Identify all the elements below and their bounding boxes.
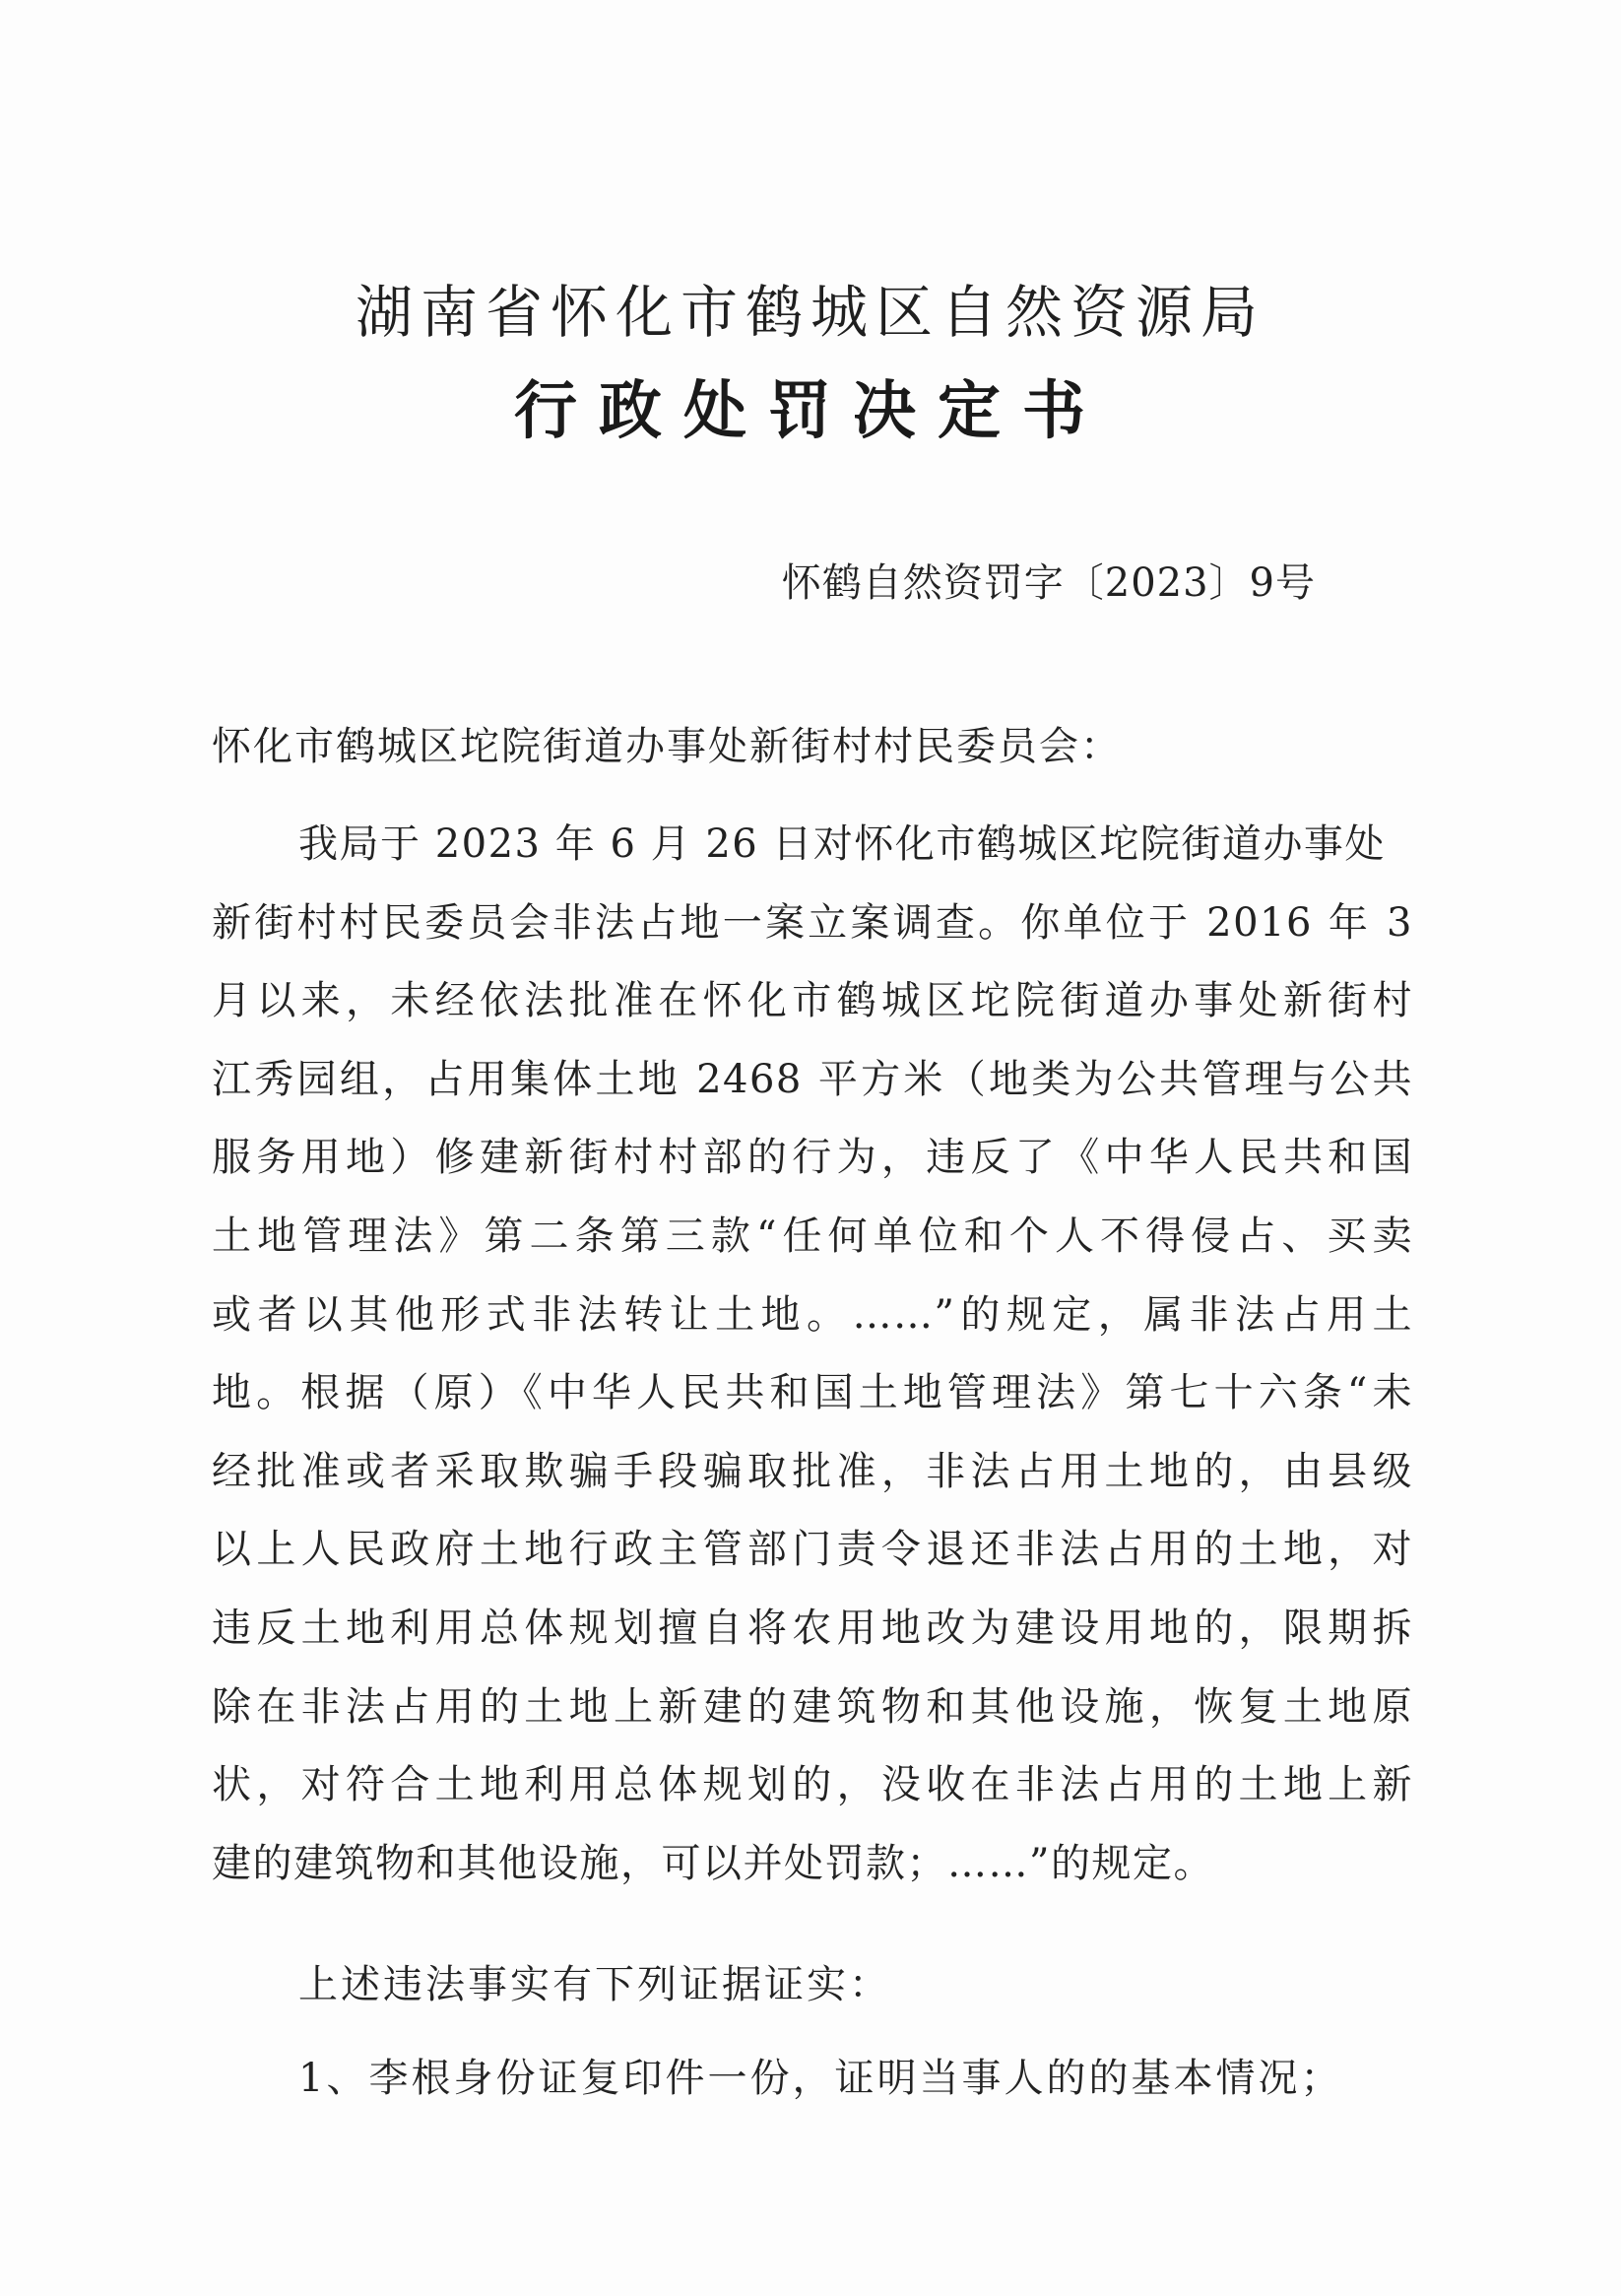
body-line: 建的建筑物和其他设施，可以并处罚款；……”的规定。 [212, 1840, 1214, 1886]
evidence-heading: 上述违法事实有下列证据证实： [298, 1962, 891, 2007]
body-line: 服务用地）修建新街村村部的行为，违反了《中华人民共和国 [212, 1135, 1413, 1181]
document-number: 怀鹤自然资罚字〔2023〕9号 [781, 560, 1316, 606]
addressee: 怀化市鹤城区坨院街道办事处新街村村民委员会： [212, 724, 1122, 769]
body-line: 除在非法占用的土地上新建的建筑物和其他设施，恢复土地原 [212, 1683, 1413, 1730]
evidence-item: 1、李根身份证复印件一份，证明当事人的的基本情况； [298, 2056, 1343, 2101]
body-line: 或者以其他形式非法转让土地。……”的规定，属非法占用土 [212, 1291, 1413, 1338]
body-line: 月以来，未经依法批准在怀化市鹤城区坨院街道办事处新街村 [212, 978, 1413, 1024]
document-title: 行政处罚决定书 [514, 374, 1107, 448]
body-text [212, 806, 1413, 1903]
body-line: 土地管理法》第二条第三款“任何单位和个人不得侵占、买卖 [212, 1213, 1413, 1259]
body-line: 状，对符合土地利用总体规划的，没收在非法占用的土地上新 [212, 1762, 1413, 1808]
body-line: 违反土地利用总体规划擅自将农用地改为建设用地的，限期拆 [212, 1605, 1413, 1651]
body-line: 我局于 2023 年 6 月 26 日对怀化市鹤城区坨院街道办事处 [298, 821, 1386, 867]
body-line: 经批准或者采取欺骗手段骗取批准，非法占用土地的，由县级 [212, 1448, 1413, 1494]
body-line: 新街村村民委员会非法占地一案立案调查。你单位于 2016 年 3 [212, 899, 1413, 946]
issuing-authority-title: 湖南省怀化市鹤城区自然资源局 [355, 279, 1265, 346]
body-line: 以上人民政府土地行政主管部门责令退还非法占用的土地，对 [212, 1527, 1413, 1573]
body-line: 地。根据（原）《中华人民共和国土地管理法》第七十六条“未 [212, 1370, 1413, 1416]
body-line: 江秀园组，占用集体土地 2468 平方米（地类为公共管理与公共 [212, 1056, 1413, 1102]
